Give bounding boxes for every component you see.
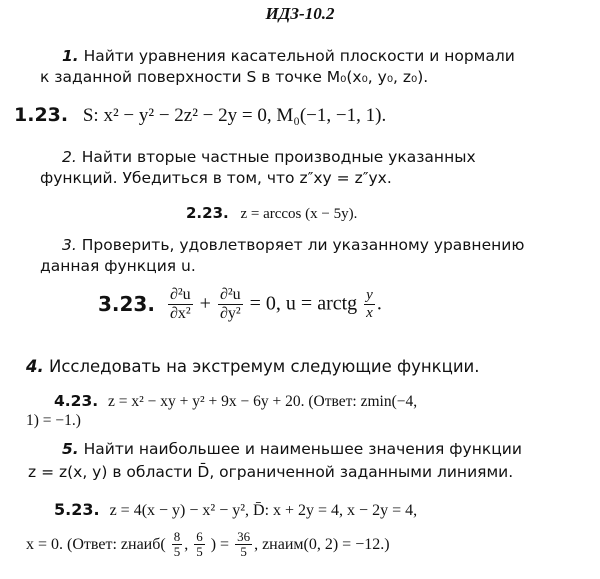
task5-problem-number: 5.23.	[54, 500, 100, 519]
task3-line-a: Проверить, удовлетворяет ли указанному уравнению	[81, 236, 525, 254]
task1-problem-number: 1.23.	[14, 104, 69, 126]
task5-problem	[54, 500, 417, 520]
task2-problem-number: 2.23.	[186, 204, 229, 222]
task2-number: 2.	[62, 148, 77, 166]
task5-fraction-3: $\frac{36}{5}$	[237, 529, 251, 560]
task3-fraction-1: $\frac{\text{∂²u}}{\text{∂x²}}$	[169, 286, 191, 322]
task4-problem	[54, 392, 417, 411]
task4-text	[26, 357, 480, 376]
task2-line-a: Найти вторые частные производные указанных	[81, 148, 476, 166]
task5-answer-end: , zнаим(0, 2) = −12.)	[254, 535, 390, 553]
task1-line-a: Найти уравнения касательной плоскости и нормали	[83, 47, 515, 65]
task3-problem-number: 3.23.	[98, 292, 155, 317]
task5-eq: ) =	[210, 535, 230, 553]
task5-line-a: Найти наибольшее и наименьшее значения функции	[83, 440, 522, 458]
task4-problem-number: 4.23.	[54, 392, 99, 410]
task4-problem-a: z = x² − xy + y² + 9x − 6y + 20. (Ответ: zmin(−4,	[108, 393, 418, 410]
task4-problem-b: 1) = −1.)	[26, 412, 81, 429]
task2-text-a	[62, 148, 476, 166]
task5-answer-start: x = 0. (Ответ: zнаиб(	[26, 535, 166, 553]
task1-problem	[14, 104, 386, 127]
task2-problem	[186, 204, 357, 223]
task4-number: 4.	[26, 357, 44, 376]
task1-problem-text: S: x² − y² − 2z² − 2y = 0, M₀(−1, −1, 1).	[82, 105, 387, 126]
task3-text-a	[62, 236, 524, 254]
task4-line: Исследовать на экстремум следующие функции.	[49, 357, 480, 376]
task5-number: 5.	[62, 440, 79, 458]
task5-answer: x = 0. (Ответ: zнаиб( $\frac{8}{5}$ , $\frac{6}{5}$ ) = $\frac{36}{5}$ , zнаим(0, 2) = −12.)	[26, 529, 390, 560]
task5-fraction-1: $\frac{8}{5}$	[173, 529, 181, 560]
task2-problem-text: z = arccos (x − 5y).	[240, 206, 358, 222]
task2-line-b: функций. Убедиться в том, что z″xy = z″yx.	[40, 169, 392, 187]
page-title: ИДЗ-10.2	[265, 4, 335, 23]
task3-problem: 3.23. $\frac{\text{∂²u}}{\text{∂x²}}$ + $\frac{\text{∂²u}}{\text{∂y²}}$ = 0, u = arctg $\frac{y}{x}$ .	[98, 286, 382, 322]
task3-fraction-2: $\frac{\text{∂²u}}{\text{∂y²}}$	[219, 286, 241, 322]
task5-problem-a: z = 4(x − y) − x² − y², D̄: x + 2y = 4, x − 2y = 4,	[109, 502, 418, 519]
task1-text-a	[62, 47, 515, 65]
task3-line-b: данная функция u.	[40, 257, 196, 275]
task5-line-b: z = z(x, y) в области D̄, ограниченной заданными линиями.	[28, 463, 514, 481]
task3-number: 3.	[62, 236, 77, 254]
task3-fraction-3: $\frac{y}{x}$	[366, 287, 373, 321]
task3-eq-tail: = 0, u = arctg	[249, 292, 358, 315]
task1-number: 1.	[62, 47, 79, 65]
task3-plus: +	[199, 292, 211, 315]
task1-line-b: к заданной поверхности S в точке M₀(x₀, y₀, z₀).	[40, 68, 429, 86]
task5-fraction-2: $\frac{6}{5}$	[196, 529, 203, 560]
task5-text-a	[62, 440, 522, 458]
